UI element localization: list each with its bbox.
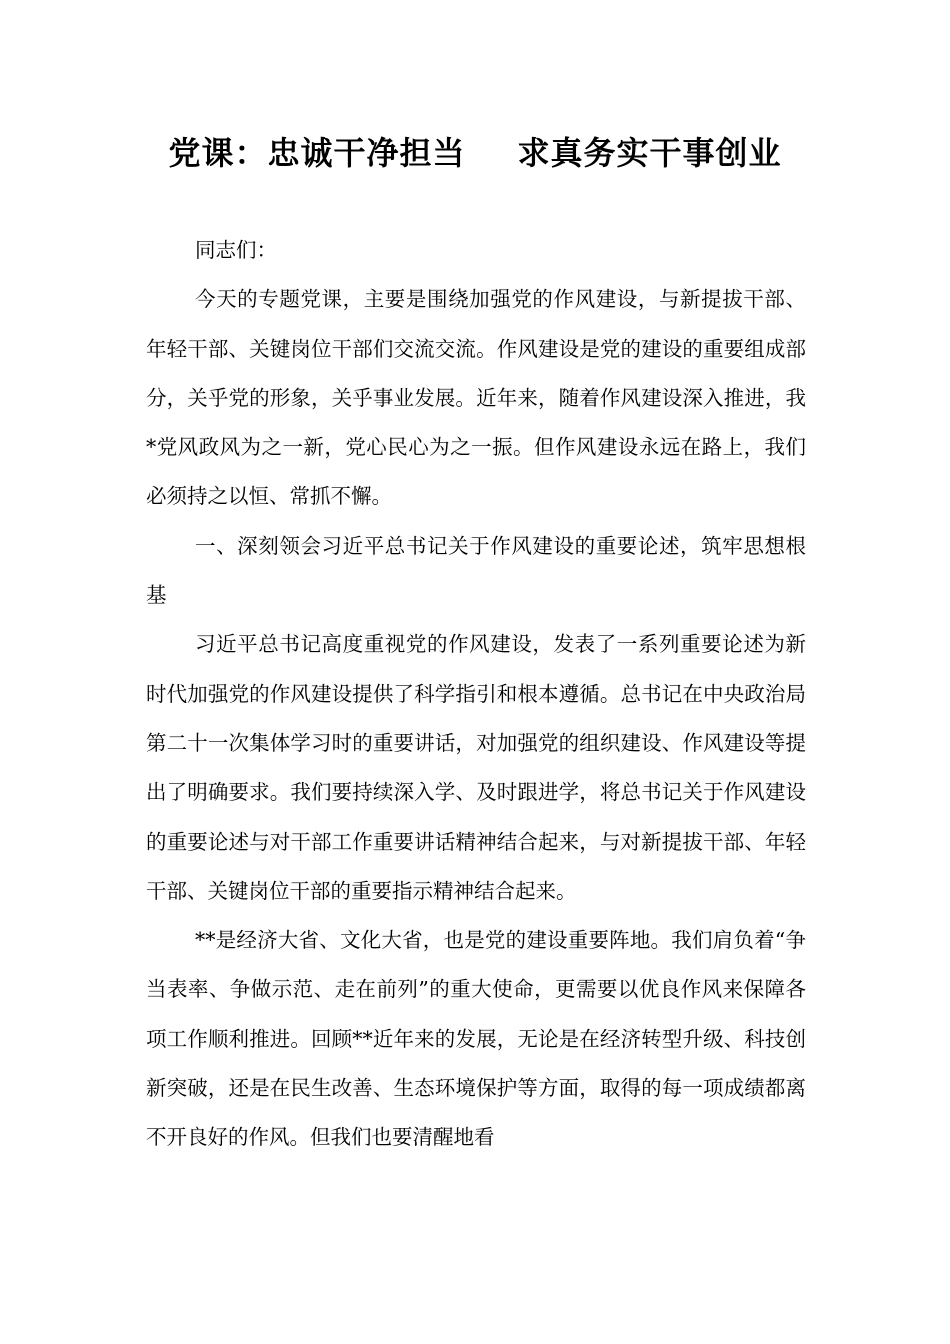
title-part-1: 党课：忠诚干净担当 bbox=[168, 134, 466, 172]
salutation: 同志们： bbox=[195, 238, 277, 262]
section-heading-1: 一、深刻领会习近平总书记关于作风建设的重要论述，筑牢思想根基 bbox=[146, 533, 806, 608]
paragraph-2: 习近平总书记高度重视党的作风建设，发表了一系列重要论述为新时代加强党的作风建设提供了科学指引和根本遵循。总书记在中央政治局第二十一次集体学习时的重要讲话，对加强党的组织建设、作风建设等提出了明确要求。我们要持续深入学、及时跟进学，将总书记关于作风建设的重要论述与对干部工作重要讲话精神结合起来，与对新提拔干部、年轻干部、关键岗位干部的重要指示精神结合起来。 bbox=[146, 632, 806, 903]
document-body bbox=[146, 226, 806, 1163]
document-title bbox=[0, 128, 950, 178]
paragraph-intro: 今天的专题党课，主要是围绕加强党的作风建设，与新提拔干部、年轻干部、关键岗位干部们交流交流。作风建设是党的建设的重要组成部分，关乎党的形象，关乎事业发展。近年来，随着作风建设深入推进，我*党风政风为之一新，党心民心为之一振。但作风建设永远在路上，我们必须持之以恒、常抓不懈。 bbox=[146, 287, 806, 509]
title-part-2: 求真务实干事创业 bbox=[517, 134, 782, 172]
paragraph-3: **是经济大省、文化大省，也是党的建设重要阵地。我们肩负着“争当表率、争做示范、走在前列”的重大使命，更需要以优良作风来保障各项工作顺利推进。回顾**近年来的发展，无论是在经济转型升级、科技创新突破，还是在民生改善、生态环境保护等方面，取得的每一项成绩都离不开良好的作风。但我们也要清醒地看 bbox=[146, 928, 806, 1150]
